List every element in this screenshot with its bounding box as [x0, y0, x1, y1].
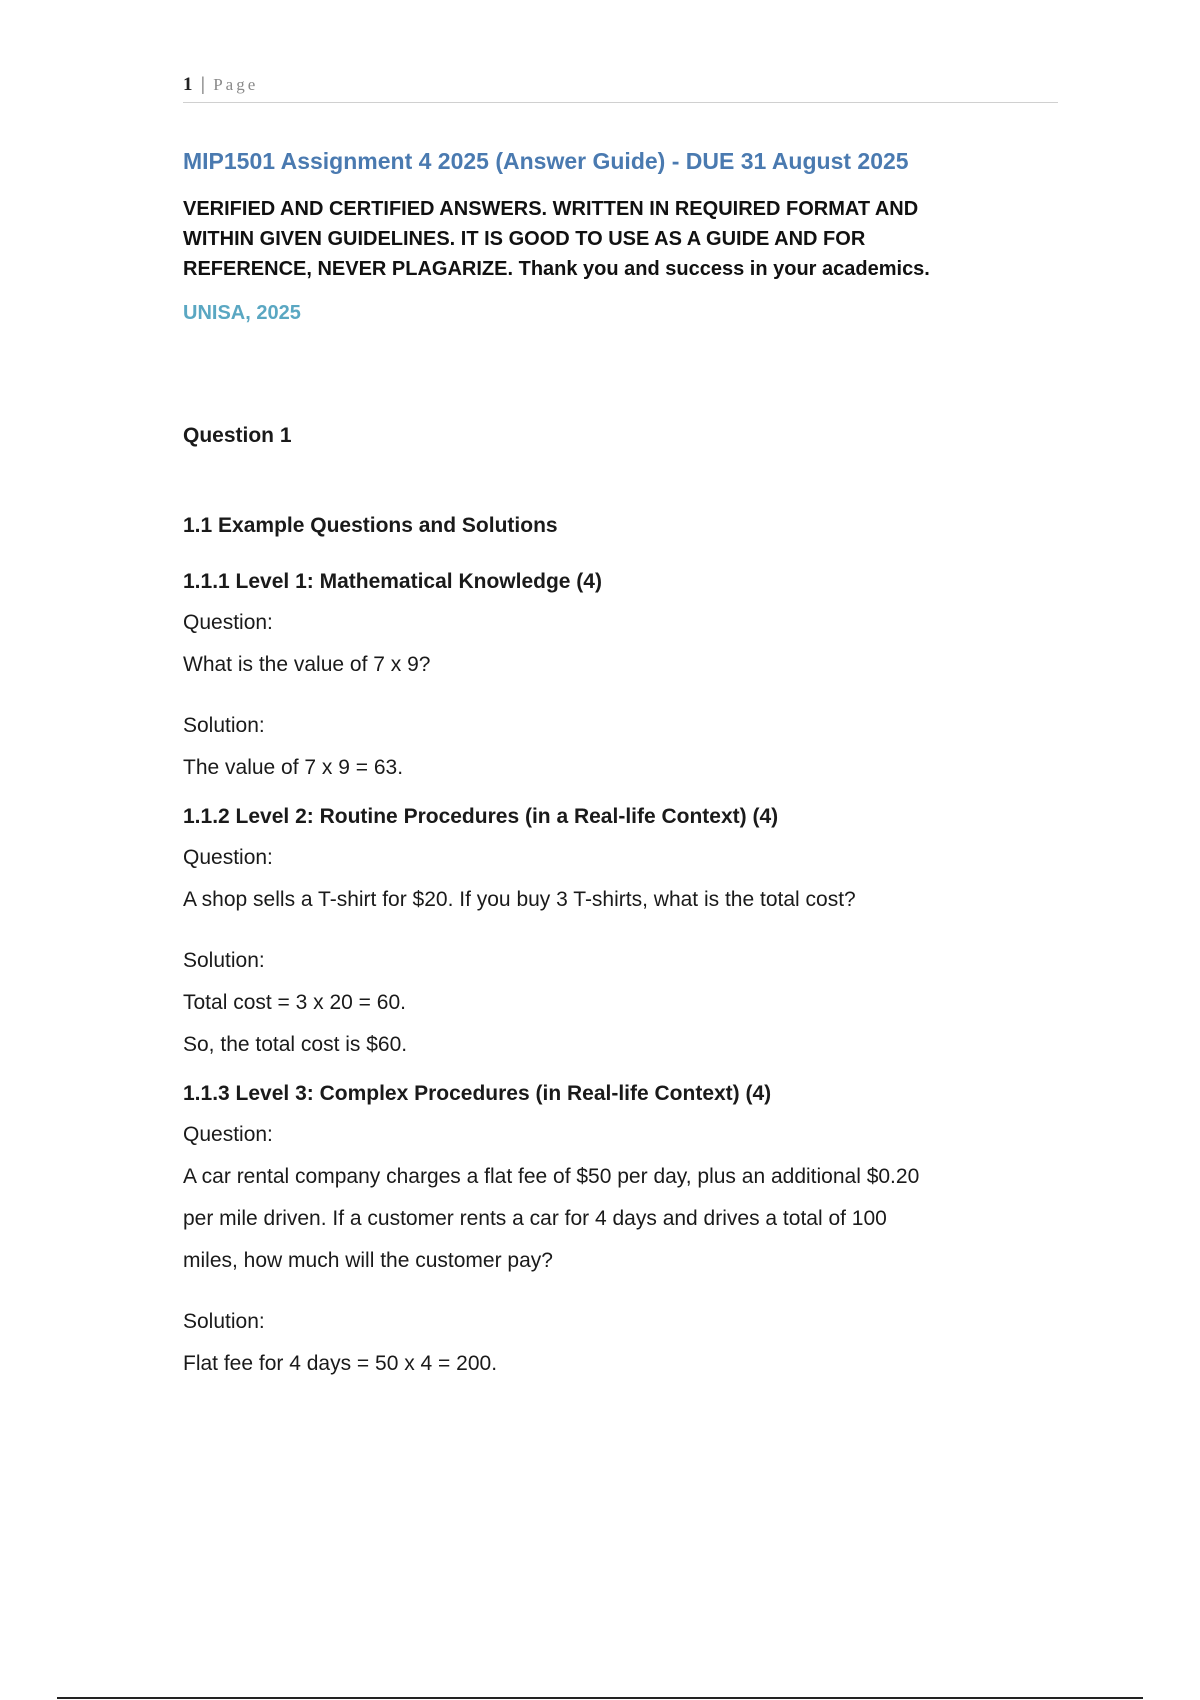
footer-rule — [57, 1697, 1143, 1699]
question-heading: Question 1 — [183, 424, 292, 447]
solution-label: Solution: — [183, 714, 265, 737]
level-section-2 — [183, 803, 1063, 1066]
question-text: miles, how much will the customer pay? — [183, 1249, 553, 1272]
section-subheading: 1.1 Example Questions and Solutions — [183, 514, 558, 537]
disclaimer — [183, 194, 1063, 284]
disclaimer-line: WITHIN GIVEN GUIDELINES. IT IS GOOD TO USE AS A GUIDE AND FOR — [183, 228, 866, 250]
question-text: A car rental company charges a flat fee of $50 per day, plus an additional $0.20 — [183, 1165, 920, 1188]
solution-text: Total cost = 3 x 20 = 60. — [183, 991, 406, 1014]
solution-text: So, the total cost is $60. — [183, 1033, 408, 1056]
level-heading: 1.1.3 Level 3: Complex Procedures (in Real-life Context) (4) — [183, 1082, 772, 1105]
page-header — [183, 74, 1058, 103]
question-text: per mile driven. If a customer rents a car for 4 days and drives a total of 100 — [183, 1207, 887, 1230]
disclaimer-line: REFERENCE, NEVER PLAGARIZE. Thank you and success in your academics. — [183, 258, 930, 280]
document-body — [183, 146, 1063, 1385]
level-section-1 — [183, 568, 1063, 789]
level-heading: 1.1.2 Level 2: Routine Procedures (in a Real-life Context) (4) — [183, 805, 779, 828]
level-heading: 1.1.1 Level 1: Mathematical Knowledge (4) — [183, 570, 602, 593]
question-text: A shop sells a T-shirt for $20. If you buy 3 T-shirts, what is the total cost? — [183, 888, 856, 911]
question-label: Question: — [183, 846, 273, 869]
disclaimer-line: VERIFIED AND CERTIFIED ANSWERS. WRITTEN IN REQUIRED FORMAT AND — [183, 198, 919, 220]
document-title: MIP1501 Assignment 4 2025 (Answer Guide) - DUE 31 August 2025 — [183, 148, 909, 174]
organization-label: UNISA, 2025 — [183, 302, 301, 324]
solution-label: Solution: — [183, 1310, 265, 1333]
level-section-3 — [183, 1080, 1063, 1385]
page-number: 1 — [183, 74, 193, 95]
solution-label: Solution: — [183, 949, 265, 972]
question-text: What is the value of 7 x 9? — [183, 653, 431, 676]
solution-text: The value of 7 x 9 = 63. — [183, 756, 404, 779]
question-label: Question: — [183, 1123, 273, 1146]
page-separator: | — [200, 74, 205, 95]
question-label: Question: — [183, 611, 273, 634]
page-word: Page — [213, 75, 259, 94]
solution-text: Flat fee for 4 days = 50 x 4 = 200. — [183, 1352, 498, 1375]
